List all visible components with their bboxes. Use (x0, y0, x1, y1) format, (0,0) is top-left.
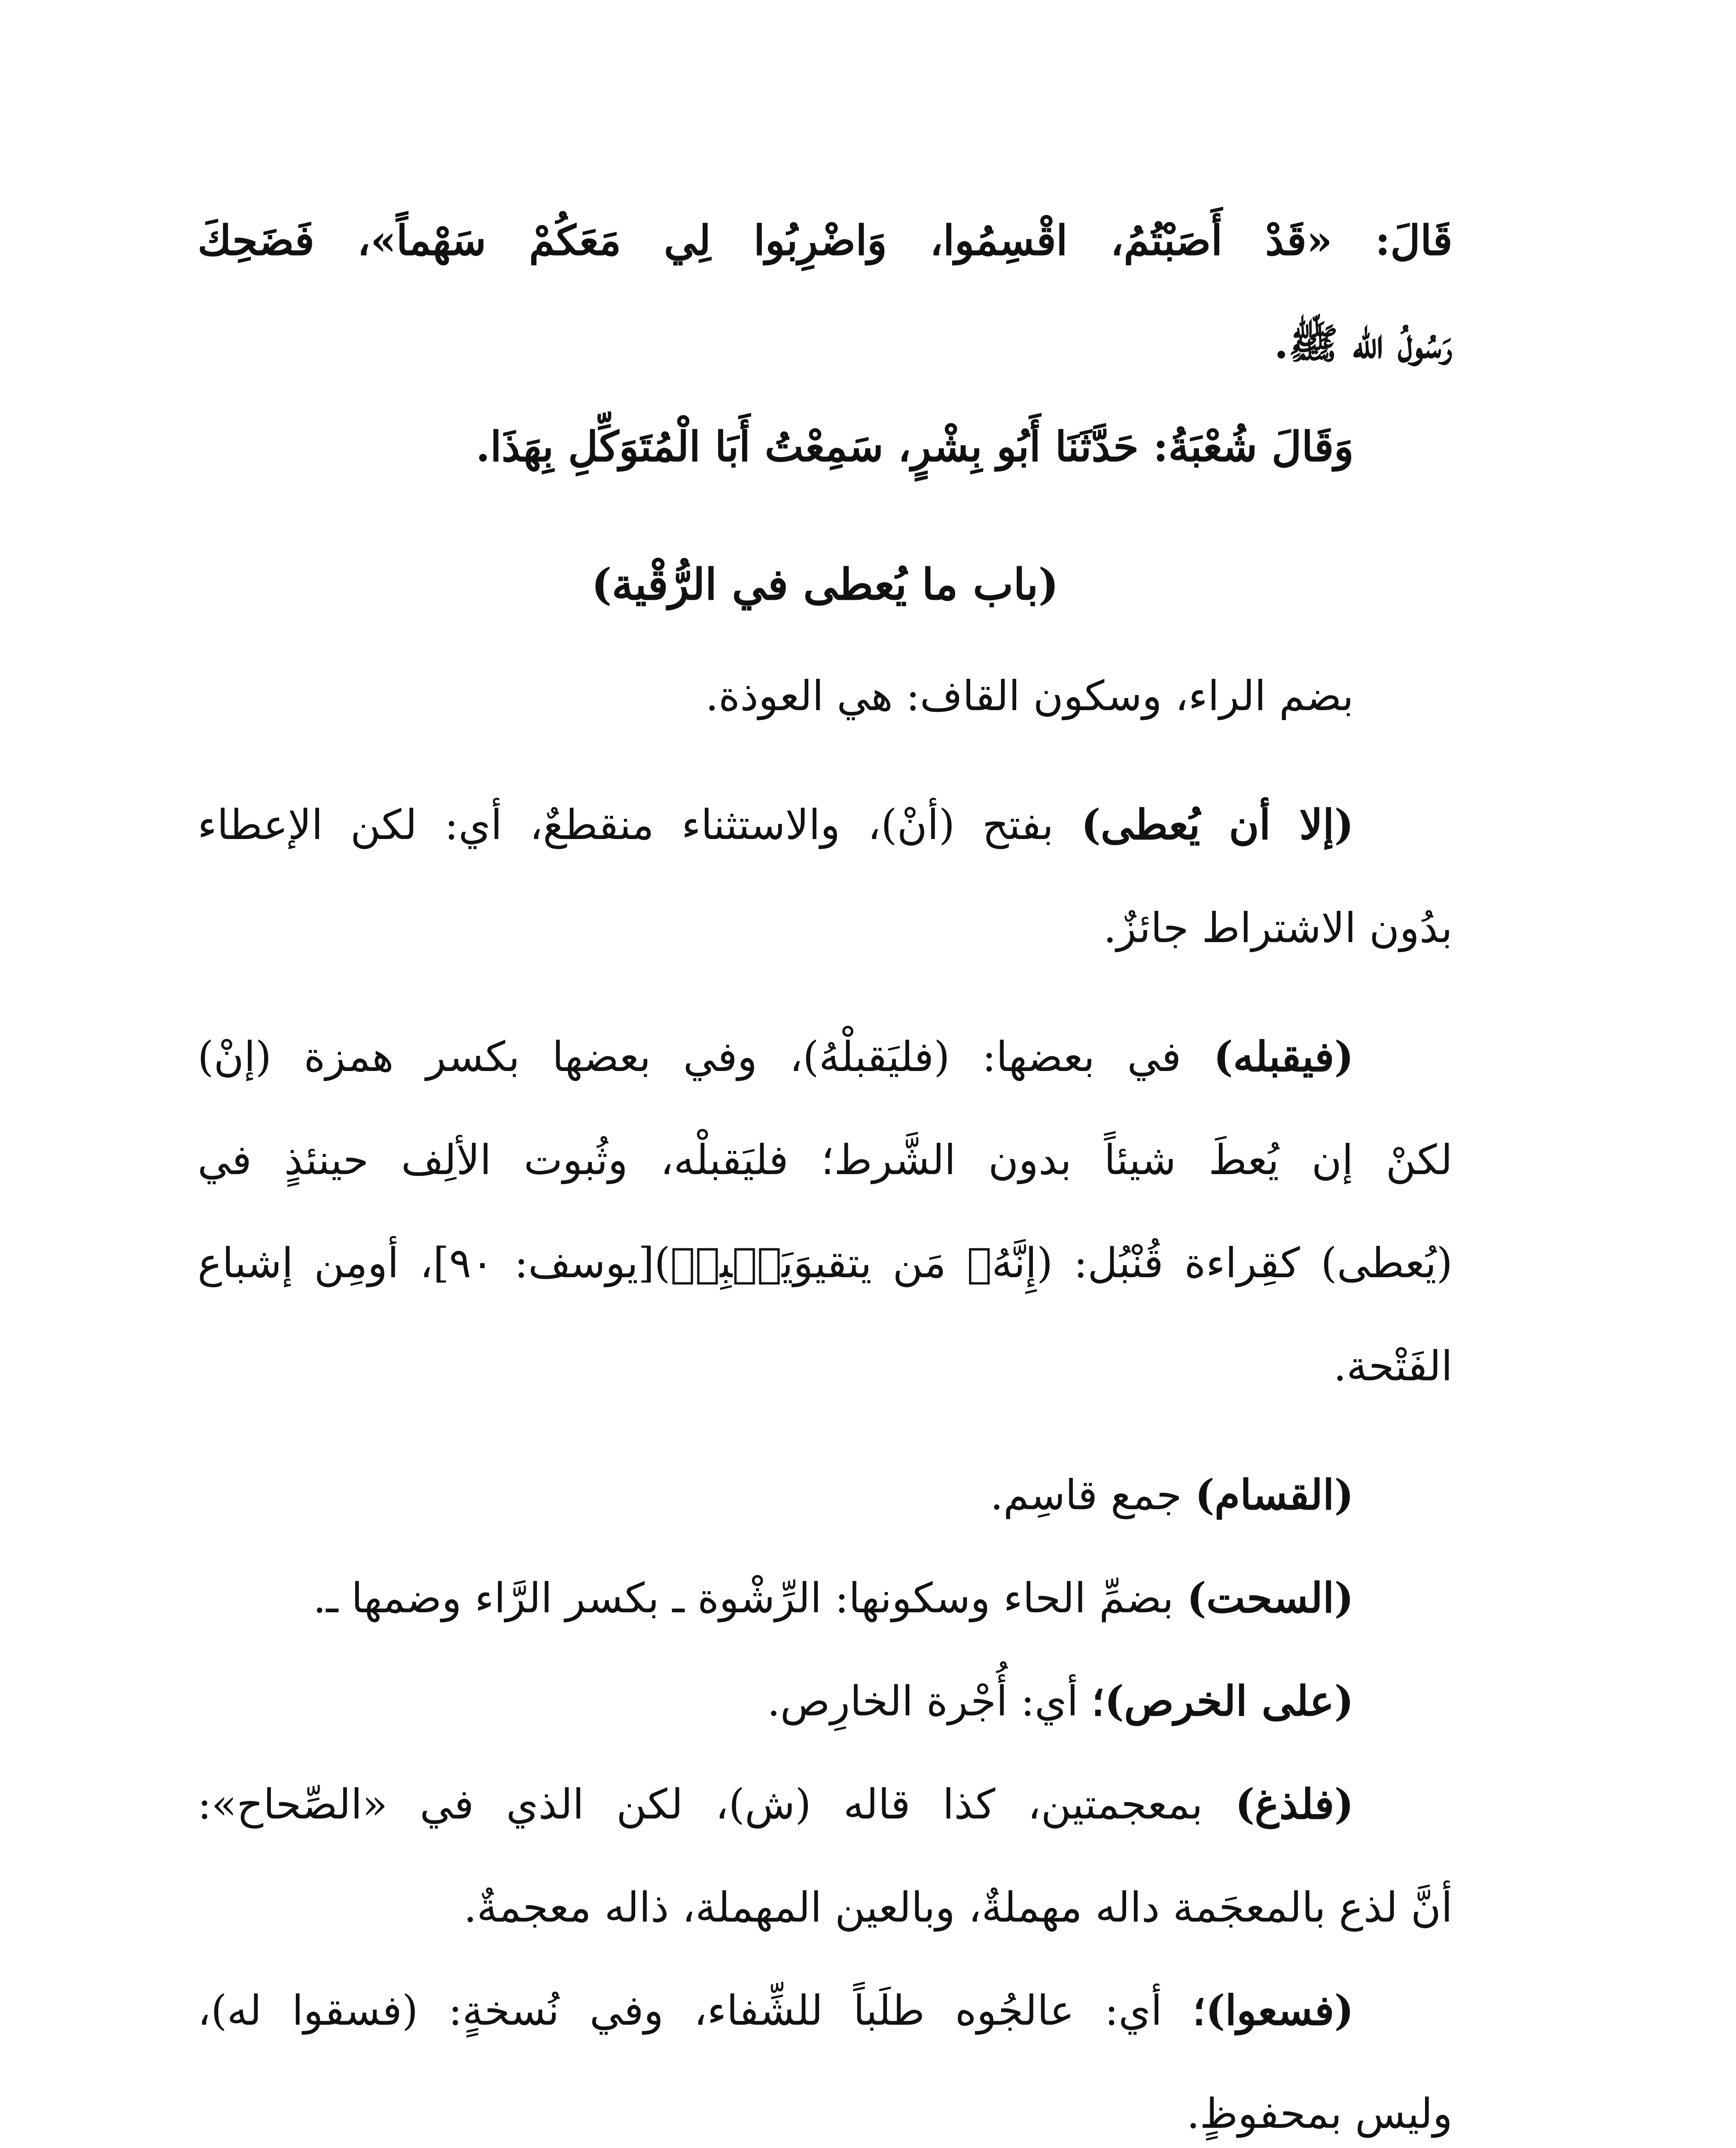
commentary-paragraph-2-line-1 (198, 773, 1453, 876)
commentary-term: (فسعوا)؛ (1192, 1986, 1354, 2035)
commentary-paragraph-2-line-2: بدُون الاشتراط جائزٌ. (1103, 904, 1453, 952)
commentary-paragraph-4 (198, 1443, 1453, 1547)
commentary-paragraph-1: بضم الراء، وسكون القاف: هي العوذة. (705, 672, 1354, 720)
commentary-text: في بعضها: (فليَقبلْهُ)، وفي بعضها بكسر همزة (إنْ) (198, 1033, 1182, 1081)
hadith-line-2: رَسُولُ الله ﷺ. (1274, 319, 1453, 368)
commentary-term: (فيقبله) (1213, 1032, 1354, 1081)
hadith-line-1: قَالَ: «قَدْ أَصَبْتُمُ، اقْسِمُوا، وَاضْرِبُوا لِي مَعَكُمْ سَهْماً»، فَضَحِكَ (198, 216, 1453, 265)
commentary-paragraph-3-line-3 (198, 1211, 1453, 1315)
chapter-title: (باب ما يُعطى في الرُّقْية) (591, 559, 1059, 610)
commentary-term: (القسام) (1195, 1471, 1354, 1519)
commentary-text: بضمِّ الحاء وسكونها: الرِّشْوة ـ بكسر الرَّاء وضمها ـ. (313, 1574, 1174, 1622)
commentary-term: (إلا أن يُعطى) (1081, 800, 1354, 849)
commentary-paragraph-3-line-2: لكنْ إن يُعطَ شيئاً بدون الشَّرط؛ فليَقبلْه، وثُبوت الألِف حينئذٍ في (198, 1136, 1453, 1184)
commentary-paragraph-7-line-1 (198, 1753, 1453, 1856)
commentary-paragraph-8-line-2: وليس بمحفوظٍ. (1186, 2090, 1453, 2138)
commentary-text: أي: أُجْرة الخارِص. (767, 1677, 1078, 1725)
commentary-text: أي: عالجُوه طلَباً للشِّفاء، وفي نُسخةٍ: (فسقوا له)، (198, 1986, 1162, 2035)
spacer (198, 1418, 1453, 1443)
hadith-line-3: وَقَالَ شُعْبَةُ: حَدَّثَنَا أَبُو بِشْرٍ، سَمِعْتُ أَبَا الْمُتَوَكِّلِ بِهَذَا. (475, 422, 1354, 471)
quran-quote: (يُعطى) كقِراءة قُنْبُل: (إِنَّهُۥ مَن يتقيوَيَصۡبِرۡ) (654, 1239, 1453, 1287)
commentary-paragraph-6 (198, 1650, 1453, 1753)
commentary-paragraph-7-line-2: أنَّ لذع بالمعجَمة داله مهملةٌ، وبالعين المهملة، ذاله معجمةٌ. (463, 1883, 1453, 1931)
commentary-term: (على الخرص)؛ (1091, 1677, 1354, 1725)
commentary-text: بمعجمتين، كذا قاله (ش)، لكن الذي في «الصِّحاح»: (198, 1780, 1203, 1828)
commentary-paragraph-5 (198, 1547, 1453, 1650)
quran-reference: [يوسف: ٩٠]، أومِن إشباع (198, 1239, 655, 1287)
commentary-text: بفتح (أنْ)، والاستثناء منقطعٌ، أي: لكن الإعطاء (198, 801, 1054, 849)
commentary-paragraph-3-line-1 (198, 1005, 1453, 1108)
commentary-paragraph-8-line-1 (198, 1959, 1453, 2062)
commentary-term: (السحت) (1187, 1574, 1354, 1622)
spacer (198, 748, 1453, 773)
spacer (198, 979, 1453, 1005)
commentary-text: جمع قاسِم. (990, 1471, 1182, 1519)
commentary-paragraph-3-line-4: الفَتْحة. (1333, 1342, 1453, 1390)
commentary-term: (فلذغ) (1235, 1780, 1354, 1828)
